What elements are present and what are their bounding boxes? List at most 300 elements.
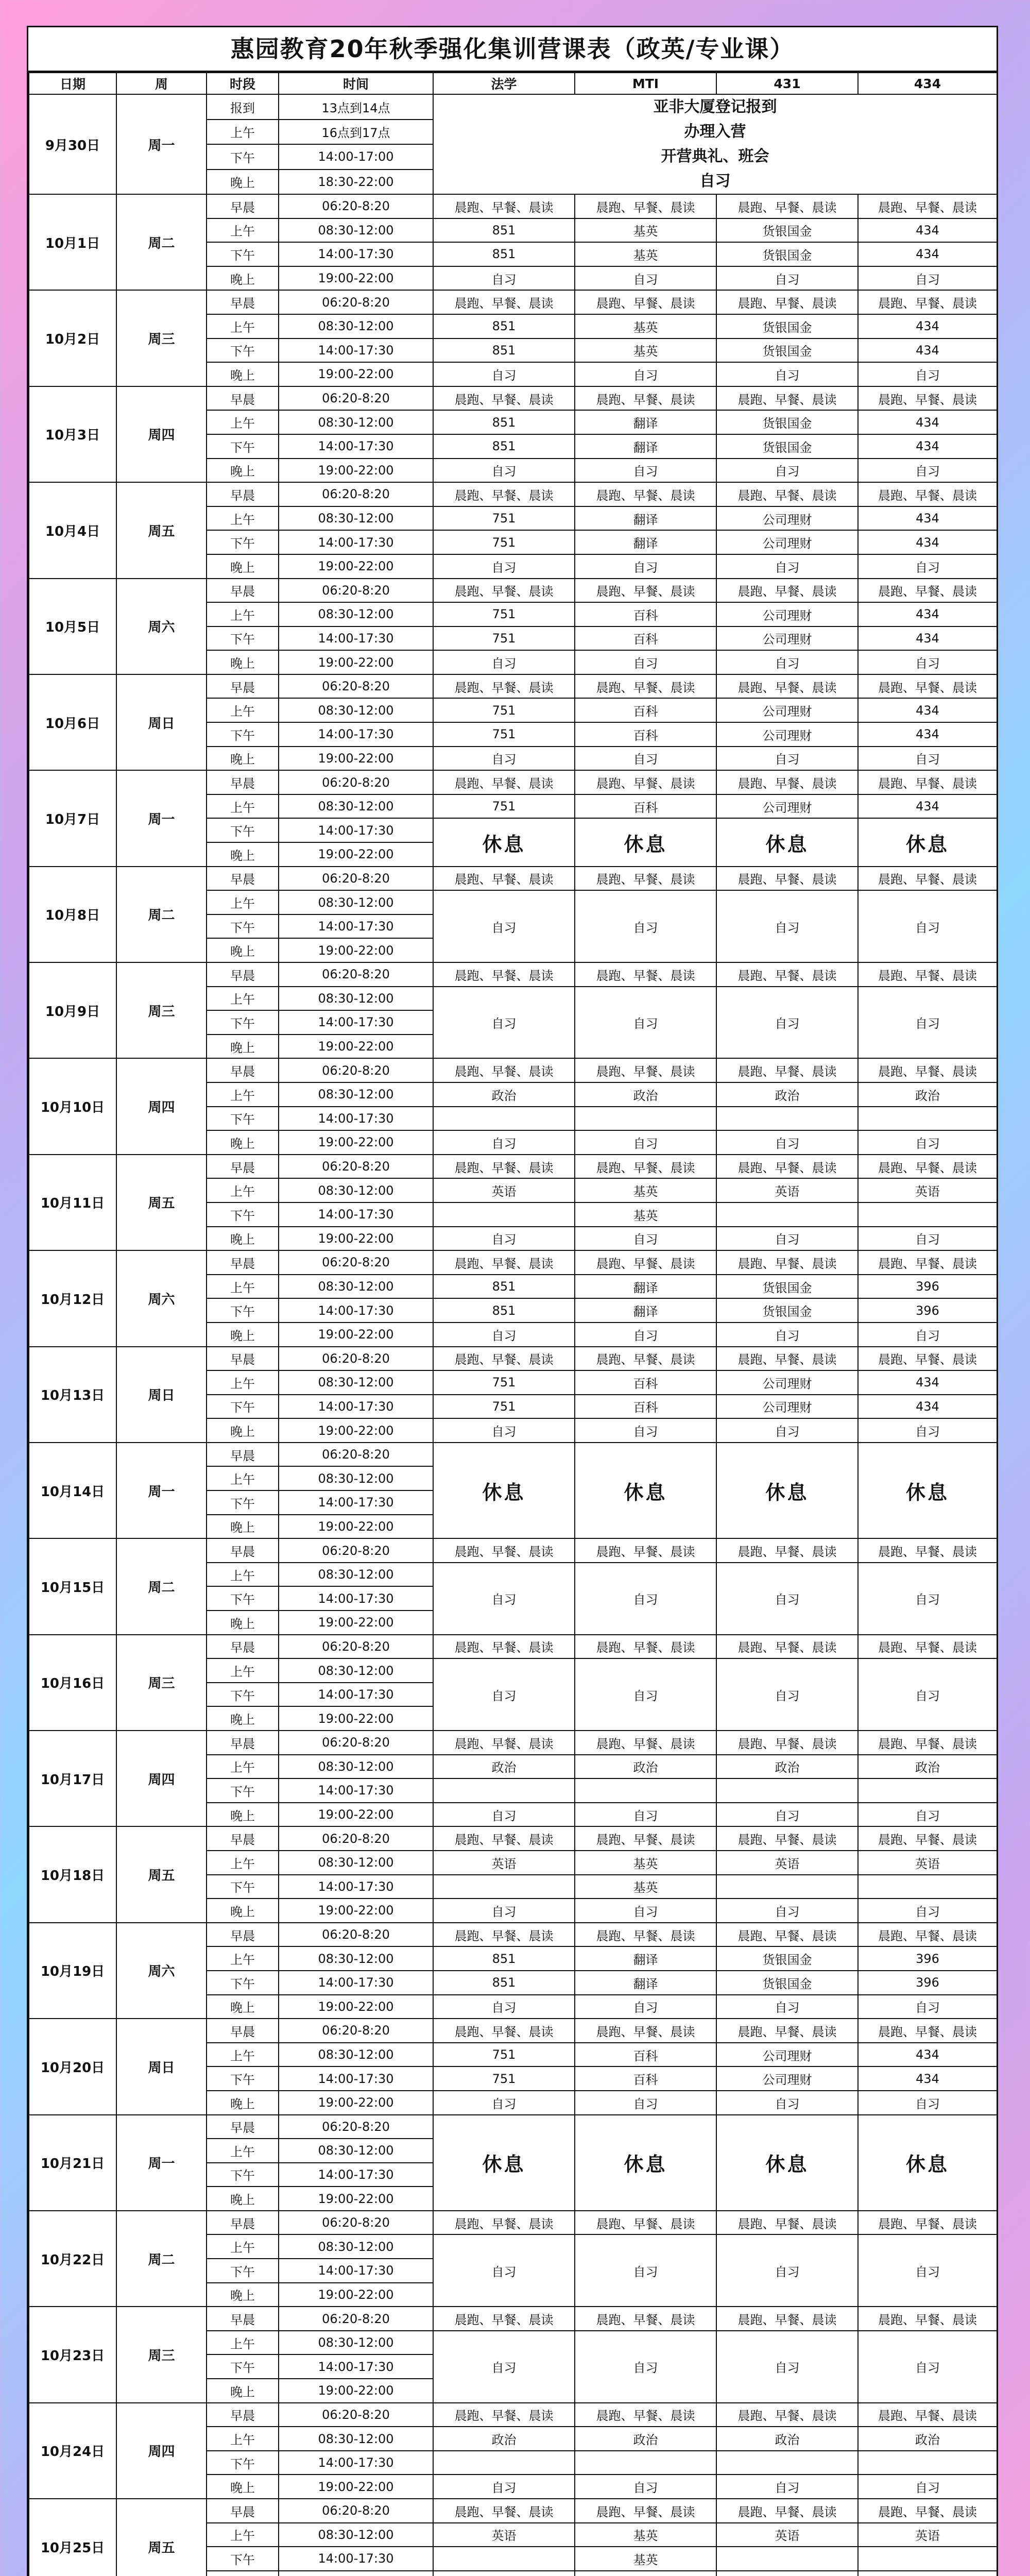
study-cell: 自习 xyxy=(433,1563,575,1635)
period-cell: 上午 xyxy=(207,410,279,434)
course-cell-law: 751 xyxy=(433,530,575,554)
course-cell-law: 晨跑、早餐、晨读 xyxy=(433,2403,575,2427)
time-cell: 08:30-12:00 xyxy=(279,2043,433,2067)
weekday-cell: 周四 xyxy=(116,1058,207,1154)
course-cell-431 xyxy=(716,2451,858,2475)
course-cell-law xyxy=(433,2451,575,2475)
weekday-cell: 周二 xyxy=(116,2211,207,2307)
time-cell: 14:00-17:30 xyxy=(279,1202,433,1227)
period-cell: 上午 xyxy=(207,698,279,722)
time-cell: 06:20-8:20 xyxy=(279,290,433,314)
table-row xyxy=(29,1923,997,1947)
course-cell-431: 公司理财 xyxy=(716,2066,858,2091)
course-cell-431: 自习 xyxy=(716,2475,858,2499)
time-cell: 14:00-17:30 xyxy=(279,914,433,939)
course-cell-431 xyxy=(716,1875,858,1899)
time-cell: 14:00-17:30 xyxy=(279,2163,433,2187)
rest-cell: 休息 xyxy=(575,818,716,866)
period-cell: 早晨 xyxy=(207,2115,279,2139)
course-cell-431: 公司理财 xyxy=(716,1370,858,1395)
arrival-note: 自习 xyxy=(699,172,731,190)
period-cell: 早晨 xyxy=(207,1826,279,1851)
time-cell: 19:00-22:00 xyxy=(279,1706,433,1731)
course-cell-law: 自习 xyxy=(433,1803,575,1827)
time-cell: 06:20-8:20 xyxy=(279,1635,433,1659)
header-law: 法学 xyxy=(433,73,575,94)
course-cell-431: 公司理财 xyxy=(716,530,858,554)
study-cell: 自习 xyxy=(575,1563,716,1635)
course-cell-431: 自习 xyxy=(716,747,858,771)
course-cell-law: 自习 xyxy=(433,1130,575,1155)
study-cell: 自习 xyxy=(433,987,575,1059)
date-cell: 10月7日 xyxy=(29,770,116,866)
time-cell: 06:20-8:20 xyxy=(279,1923,433,1947)
course-cell-law: 851 xyxy=(433,338,575,363)
arrival-notes xyxy=(433,94,997,194)
course-cell-431: 晨跑、早餐、晨读 xyxy=(716,290,858,314)
schedule-body xyxy=(29,94,997,2576)
course-cell-434: 晨跑、早餐、晨读 xyxy=(858,1058,997,1082)
course-cell-431: 自习 xyxy=(716,1995,858,2019)
course-cell-law: 751 xyxy=(433,602,575,626)
table-row xyxy=(29,1826,997,1851)
period-cell: 上午 xyxy=(207,1946,279,1971)
time-cell: 06:20-8:20 xyxy=(279,867,433,891)
time-cell: 14:00-17:30 xyxy=(279,722,433,747)
table-row xyxy=(29,1155,997,1179)
table-row xyxy=(29,386,997,411)
date-cell: 10月9日 xyxy=(29,962,116,1058)
time-cell: 14:00-17:30 xyxy=(279,1107,433,1131)
course-cell-431: 公司理财 xyxy=(716,602,858,626)
course-cell-434: 晨跑、早餐、晨读 xyxy=(858,1347,997,1371)
date-cell: 10月14日 xyxy=(29,1443,116,1538)
time-cell: 08:30-12:00 xyxy=(279,314,433,338)
course-cell-law xyxy=(433,1202,575,1227)
time-cell: 08:30-12:00 xyxy=(279,1466,433,1490)
course-cell-mti: 百科 xyxy=(575,2043,716,2067)
weekday-cell: 周三 xyxy=(116,962,207,1058)
course-cell-431: 晨跑、早餐、晨读 xyxy=(716,1347,858,1371)
time-cell: 19:00-22:00 xyxy=(279,2187,433,2211)
period-cell: 早晨 xyxy=(207,1155,279,1179)
course-cell-mti: 自习 xyxy=(575,1130,716,1155)
course-cell-mti: 百科 xyxy=(575,794,716,819)
date-cell: 10月22日 xyxy=(29,2211,116,2307)
date-cell: 10月1日 xyxy=(29,194,116,290)
arrival-note: 开营典礼、班会 xyxy=(661,147,769,165)
period-cell: 下午 xyxy=(207,434,279,459)
course-cell-mti: 晨跑、早餐、晨读 xyxy=(575,386,716,411)
course-cell-431: 英语 xyxy=(716,1178,858,1202)
period-cell: 上午 xyxy=(207,987,279,1011)
period-cell: 晚上 xyxy=(207,650,279,674)
period-cell: 下午 xyxy=(207,1298,279,1323)
course-cell-434: 晨跑、早餐、晨读 xyxy=(858,1155,997,1179)
course-cell-law: 晨跑、早餐、晨读 xyxy=(433,194,575,218)
course-cell-431: 晨跑、早餐、晨读 xyxy=(716,2211,858,2235)
course-cell-431: 晨跑、早餐、晨读 xyxy=(716,1923,858,1947)
course-cell-431: 晨跑、早餐、晨读 xyxy=(716,482,858,506)
time-cell: 14:00-17:30 xyxy=(279,2066,433,2091)
course-cell-law: 851 xyxy=(433,1971,575,1995)
course-cell-law: 自习 xyxy=(433,1323,575,1347)
course-cell-law: 晨跑、早餐、晨读 xyxy=(433,1826,575,1851)
course-cell-431: 货银国金 xyxy=(716,434,858,459)
date-cell: 10月16日 xyxy=(29,1635,116,1731)
course-cell-434: 396 xyxy=(858,1298,997,1323)
course-cell-434: 自习 xyxy=(858,1899,997,1923)
period-cell: 上午 xyxy=(207,602,279,626)
course-cell-mti: 晨跑、早餐、晨读 xyxy=(575,1155,716,1179)
course-cell-431: 货银国金 xyxy=(716,242,858,266)
course-cell-434: 434 xyxy=(858,2043,997,2067)
table-row xyxy=(29,2403,997,2427)
period-cell: 上午 xyxy=(207,1082,279,1107)
time-cell: 19:00-22:00 xyxy=(279,554,433,579)
time-cell: 14:00-17:30 xyxy=(279,818,433,842)
course-cell-434: 自习 xyxy=(858,2091,997,2115)
period-cell: 上午 xyxy=(207,1755,279,1779)
course-cell-mti: 自习 xyxy=(575,266,716,291)
period-cell: 上午 xyxy=(207,1563,279,1587)
course-cell-mti: 晨跑、早餐、晨读 xyxy=(575,867,716,891)
date-cell: 9月30日 xyxy=(29,94,116,194)
table-row xyxy=(29,2019,997,2043)
header-time: 时间 xyxy=(279,73,433,94)
period-cell: 上午 xyxy=(207,1275,279,1299)
time-cell: 19:00-22:00 xyxy=(279,2091,433,2115)
rest-cell: 休息 xyxy=(575,2115,716,2211)
course-cell-mti: 翻译 xyxy=(575,1971,716,1995)
course-cell-mti: 晨跑、早餐、晨读 xyxy=(575,770,716,794)
course-cell-434: 自习 xyxy=(858,1130,997,1155)
period-cell: 下午 xyxy=(207,144,279,170)
course-cell-431: 晨跑、早餐、晨读 xyxy=(716,2307,858,2331)
course-cell-law xyxy=(433,1778,575,1803)
study-cell: 自习 xyxy=(858,1658,997,1731)
course-cell-434: 434 xyxy=(858,626,997,651)
rest-cell: 休息 xyxy=(433,2115,575,2211)
period-cell: 早晨 xyxy=(207,1923,279,1947)
weekday-cell: 周日 xyxy=(116,674,207,770)
time-cell: 08:30-12:00 xyxy=(279,2234,433,2259)
time-cell: 06:20-8:20 xyxy=(279,2307,433,2331)
course-cell-434: 434 xyxy=(858,530,997,554)
weekday-cell: 周四 xyxy=(116,2403,207,2499)
course-cell-mti: 晨跑、早餐、晨读 xyxy=(575,1538,716,1563)
course-cell-434: 434 xyxy=(858,698,997,722)
time-cell: 08:30-12:00 xyxy=(279,890,433,914)
course-cell-434: 晨跑、早餐、晨读 xyxy=(858,290,997,314)
course-cell-434: 434 xyxy=(858,434,997,459)
course-cell-434: 自习 xyxy=(858,554,997,579)
course-cell-431: 自习 xyxy=(716,459,858,483)
time-cell: 06:20-8:20 xyxy=(279,2403,433,2427)
course-cell-434: 434 xyxy=(858,506,997,531)
date-cell: 10月6日 xyxy=(29,674,116,770)
table-row xyxy=(29,962,997,987)
course-cell-434: 396 xyxy=(858,1946,997,1971)
course-cell-431: 晨跑、早餐、晨读 xyxy=(716,770,858,794)
course-cell-431: 晨跑、早餐、晨读 xyxy=(716,867,858,891)
course-cell-434: 晨跑、早餐、晨读 xyxy=(858,1731,997,1755)
period-cell: 早晨 xyxy=(207,1538,279,1563)
time-cell: 08:30-12:00 xyxy=(279,1178,433,1202)
period-cell: 早晨 xyxy=(207,1250,279,1275)
table-row xyxy=(29,2211,997,2235)
course-cell-431: 英语 xyxy=(716,2523,858,2547)
period-cell: 早晨 xyxy=(207,579,279,603)
course-cell-434: 434 xyxy=(858,722,997,747)
course-cell-mti: 百科 xyxy=(575,1395,716,1419)
time-cell: 19:00-22:00 xyxy=(279,2475,433,2499)
study-cell: 自习 xyxy=(433,1658,575,1731)
period-cell: 早晨 xyxy=(207,1731,279,1755)
course-cell-law: 自习 xyxy=(433,554,575,579)
weekday-cell: 周四 xyxy=(116,1731,207,1826)
time-cell: 06:20-8:20 xyxy=(279,1538,433,1563)
period-cell: 下午 xyxy=(207,914,279,939)
period-cell: 晚上 xyxy=(207,1611,279,1635)
course-cell-434: 434 xyxy=(858,2066,997,2091)
table-row xyxy=(29,482,997,506)
period-cell: 下午 xyxy=(207,1778,279,1803)
course-cell-law: 晨跑、早餐、晨读 xyxy=(433,2499,575,2523)
period-cell: 上午 xyxy=(207,1178,279,1202)
table-row xyxy=(29,1250,997,1275)
course-cell-431: 自习 xyxy=(716,1130,858,1155)
time-cell: 19:00-22:00 xyxy=(279,1130,433,1155)
course-cell-434 xyxy=(858,1107,997,1131)
course-cell-434 xyxy=(858,1778,997,1803)
weekday-cell: 周六 xyxy=(116,1250,207,1346)
course-cell-law: 851 xyxy=(433,218,575,243)
weekday-cell: 周二 xyxy=(116,1538,207,1634)
table-row xyxy=(29,867,997,891)
time-cell: 08:30-12:00 xyxy=(279,2523,433,2547)
study-cell: 自习 xyxy=(575,2234,716,2307)
course-cell-434: 自习 xyxy=(858,747,997,771)
table-row xyxy=(29,1731,997,1755)
period-cell: 上午 xyxy=(207,1658,279,1683)
table-row xyxy=(29,194,997,218)
course-cell-law xyxy=(433,1875,575,1899)
study-cell: 自习 xyxy=(575,987,716,1059)
weekday-cell: 周二 xyxy=(116,867,207,962)
course-cell-434: 434 xyxy=(858,338,997,363)
table-row xyxy=(29,770,997,794)
time-cell: 19:00-22:00 xyxy=(279,650,433,674)
weekday-cell: 周日 xyxy=(116,2019,207,2114)
time-cell: 08:30-12:00 xyxy=(279,1563,433,1587)
date-cell: 10月3日 xyxy=(29,386,116,482)
weekday-cell: 周五 xyxy=(116,1155,207,1250)
course-cell-law: 晨跑、早餐、晨读 xyxy=(433,962,575,987)
table-row xyxy=(29,94,997,120)
course-cell-law: 晨跑、早餐、晨读 xyxy=(433,1058,575,1082)
period-cell: 下午 xyxy=(207,626,279,651)
time-cell: 06:20-8:20 xyxy=(279,770,433,794)
course-cell-law: 自习 xyxy=(433,2091,575,2115)
course-cell-mti: 政治 xyxy=(575,1755,716,1779)
period-cell: 下午 xyxy=(207,2163,279,2187)
time-cell: 14:00-17:00 xyxy=(279,144,433,170)
time-cell: 14:00-17:30 xyxy=(279,2354,433,2379)
table-row xyxy=(29,674,997,699)
time-cell: 14:00-17:30 xyxy=(279,1971,433,1995)
weekday-cell: 周一 xyxy=(116,770,207,866)
course-cell-mti: 晨跑、早餐、晨读 xyxy=(575,674,716,699)
period-cell: 晚上 xyxy=(207,2379,279,2403)
course-cell-434: 晨跑、早餐、晨读 xyxy=(858,962,997,987)
study-cell: 自习 xyxy=(858,987,997,1059)
course-cell-law: 751 xyxy=(433,1395,575,1419)
course-cell-mti: 晨跑、早餐、晨读 xyxy=(575,579,716,603)
period-cell: 上午 xyxy=(207,2043,279,2067)
course-cell-mti: 基英 xyxy=(575,2547,716,2571)
course-cell-mti: 自习 xyxy=(575,2091,716,2115)
study-cell: 自习 xyxy=(433,2234,575,2307)
study-cell: 自习 xyxy=(716,1658,858,1731)
time-cell: 08:30-12:00 xyxy=(279,602,433,626)
course-cell-law: 751 xyxy=(433,722,575,747)
course-cell-law: 晨跑、早餐、晨读 xyxy=(433,674,575,699)
course-cell-law: 751 xyxy=(433,1370,575,1395)
period-cell: 早晨 xyxy=(207,2403,279,2427)
time-cell: 06:20-8:20 xyxy=(279,194,433,218)
time-cell: 06:20-8:20 xyxy=(279,482,433,506)
period-cell: 下午 xyxy=(207,1586,279,1611)
course-cell-mti: 基英 xyxy=(575,314,716,338)
course-cell-law: 751 xyxy=(433,506,575,531)
course-cell-434: 晨跑、早餐、晨读 xyxy=(858,386,997,411)
course-cell-law xyxy=(433,1107,575,1131)
time-cell: 06:20-8:20 xyxy=(279,1155,433,1179)
study-cell: 自习 xyxy=(433,890,575,962)
time-cell: 06:20-8:20 xyxy=(279,962,433,987)
time-cell: 14:00-17:30 xyxy=(279,1298,433,1323)
time-cell: 06:20-8:20 xyxy=(279,2115,433,2139)
course-cell-434: 晨跑、早餐、晨读 xyxy=(858,770,997,794)
table-row xyxy=(29,2115,997,2139)
course-cell-law: 晨跑、早餐、晨读 xyxy=(433,770,575,794)
header-431: 431 xyxy=(716,73,858,94)
time-cell: 19:00-22:00 xyxy=(279,2283,433,2307)
course-cell-law: 851 xyxy=(433,314,575,338)
time-cell: 19:00-22:00 xyxy=(279,938,433,962)
course-cell-434: 英语 xyxy=(858,2523,997,2547)
date-cell: 10月18日 xyxy=(29,1826,116,1922)
study-cell: 自习 xyxy=(575,1658,716,1731)
period-cell: 晚上 xyxy=(207,1803,279,1827)
table-row xyxy=(29,1635,997,1659)
course-cell-mti: 翻译 xyxy=(575,530,716,554)
course-cell-law: 851 xyxy=(433,434,575,459)
course-cell-434: 晨跑、早餐、晨读 xyxy=(858,2499,997,2523)
period-cell: 上午 xyxy=(207,2331,279,2355)
course-cell-431: 晨跑、早餐、晨读 xyxy=(716,1538,858,1563)
time-cell: 14:00-17:30 xyxy=(279,434,433,459)
course-cell-431: 自习 xyxy=(716,1803,858,1827)
period-cell: 早晨 xyxy=(207,194,279,218)
period-cell: 下午 xyxy=(207,1683,279,1707)
course-cell-434: 396 xyxy=(858,1971,997,1995)
course-cell-law: 晨跑、早餐、晨读 xyxy=(433,579,575,603)
course-cell-434: 晨跑、早餐、晨读 xyxy=(858,1250,997,1275)
time-cell: 19:00-22:00 xyxy=(279,1803,433,1827)
course-cell-mti: 晨跑、早餐、晨读 xyxy=(575,2211,716,2235)
course-cell-434: 自习 xyxy=(858,650,997,674)
course-cell-law: 晨跑、早餐、晨读 xyxy=(433,867,575,891)
time-cell: 14:00-17:30 xyxy=(279,1683,433,1707)
period-cell: 晚上 xyxy=(207,1418,279,1443)
course-cell-law: 晨跑、早餐、晨读 xyxy=(433,290,575,314)
course-cell-law: 政治 xyxy=(433,1755,575,1779)
course-cell-434: 晨跑、早餐、晨读 xyxy=(858,867,997,891)
header-mti: MTI xyxy=(575,73,716,94)
period-cell: 早晨 xyxy=(207,1347,279,1371)
course-cell-431: 公司理财 xyxy=(716,1395,858,1419)
weekday-cell: 周六 xyxy=(116,1923,207,2019)
course-cell-431: 公司理财 xyxy=(716,698,858,722)
rest-cell: 休息 xyxy=(716,2115,858,2211)
course-cell-law: 851 xyxy=(433,1275,575,1299)
time-cell: 14:00-17:30 xyxy=(279,1010,433,1035)
course-cell-434: 434 xyxy=(858,794,997,819)
date-cell: 10月24日 xyxy=(29,2403,116,2499)
time-cell: 19:00-22:00 xyxy=(279,1515,433,1539)
course-cell-mti: 翻译 xyxy=(575,506,716,531)
table-row xyxy=(29,1347,997,1371)
schedule-table xyxy=(28,72,998,2576)
time-cell: 08:30-12:00 xyxy=(279,794,433,819)
time-cell: 19:00-22:00 xyxy=(279,1418,433,1443)
period-cell: 下午 xyxy=(207,1395,279,1419)
period-cell: 下午 xyxy=(207,2066,279,2091)
course-cell-434: 自习 xyxy=(858,362,997,386)
course-cell-431: 晨跑、早餐、晨读 xyxy=(716,1731,858,1755)
time-cell: 06:20-8:20 xyxy=(279,1058,433,1082)
course-cell-mti: 晨跑、早餐、晨读 xyxy=(575,2019,716,2043)
weekday-cell: 周六 xyxy=(116,579,207,674)
table-row xyxy=(29,290,997,314)
period-cell: 早晨 xyxy=(207,867,279,891)
course-cell-431: 晨跑、早餐、晨读 xyxy=(716,579,858,603)
course-cell-434: 自习 xyxy=(858,1995,997,2019)
course-cell-law: 晨跑、早餐、晨读 xyxy=(433,2019,575,2043)
course-cell-mti: 基英 xyxy=(575,338,716,363)
header-date: 日期 xyxy=(29,73,116,94)
weekday-cell: 周三 xyxy=(116,290,207,386)
course-cell-434: 晨跑、早餐、晨读 xyxy=(858,194,997,218)
course-cell-law: 晨跑、早餐、晨读 xyxy=(433,1538,575,1563)
course-cell-mti: 基英 xyxy=(575,218,716,243)
time-cell: 19:00-22:00 xyxy=(279,1035,433,1059)
period-cell: 上午 xyxy=(207,2427,279,2451)
time-cell: 16点到17点 xyxy=(279,120,433,145)
period-cell: 上午 xyxy=(207,218,279,243)
period-cell: 早晨 xyxy=(207,2019,279,2043)
table-row xyxy=(29,1443,997,1467)
course-cell-mti: 翻译 xyxy=(575,1946,716,1971)
course-cell-434: 政治 xyxy=(858,2427,997,2451)
period-cell: 下午 xyxy=(207,1875,279,1899)
period-cell: 上午 xyxy=(207,506,279,531)
date-cell: 10月4日 xyxy=(29,482,116,578)
course-cell-law: 晨跑、早餐、晨读 xyxy=(433,386,575,411)
time-cell: 06:20-8:20 xyxy=(279,2211,433,2235)
